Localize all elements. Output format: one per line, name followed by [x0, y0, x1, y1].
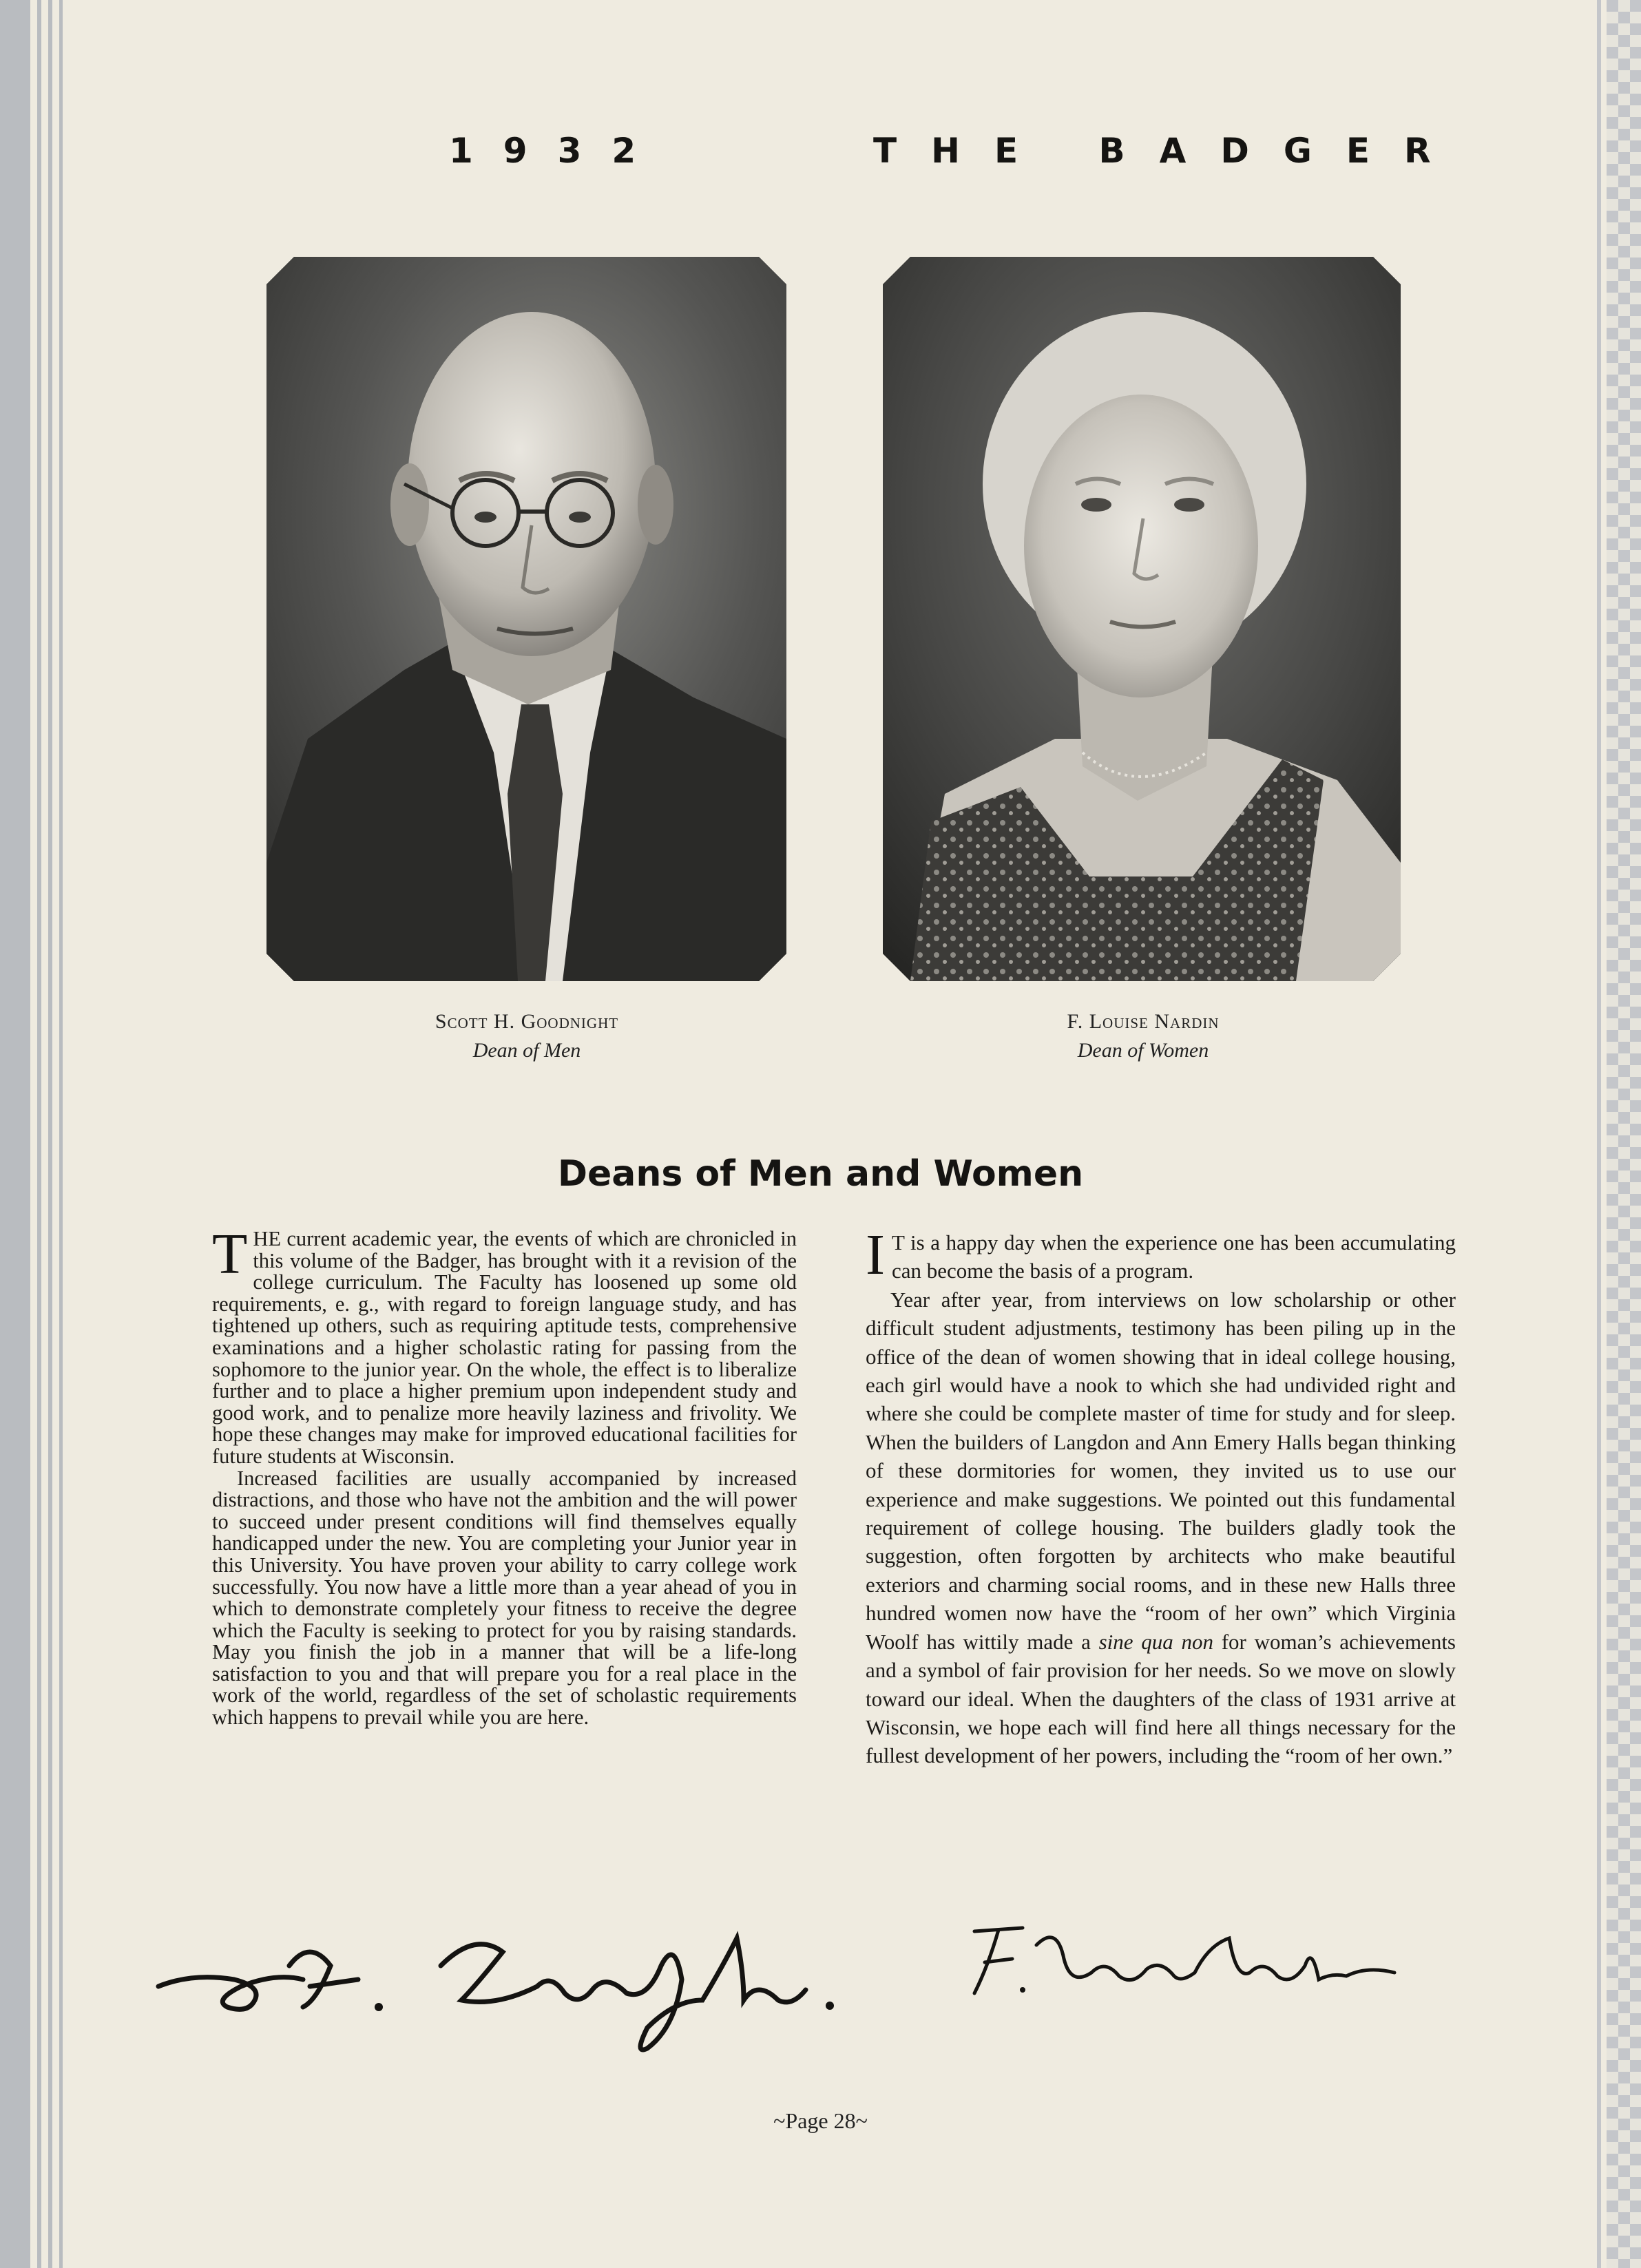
portrait-dean-of-women [883, 257, 1401, 981]
portrait-man-image [266, 257, 786, 981]
dean-of-men-name: Scott H. Goodnight [435, 1010, 619, 1033]
signature-nardin [961, 1918, 1401, 2007]
left-paragraph-1-text: HE current academic year, the events of which are chronicled in this volume of the Badger, has brought with it a revision of the college curriculum. The Faculty has loosened up some old requirements, e. g., with regard to foreign language study, and has tightened up others, such as requiring aptitude tests, comprehensive examinations and a higher scholastic rating for passing from the sophomore to the junior year. On the whole, the effect is to liberalize further and to place a higher premium upon independent study and good work, and to penalize more heavily laziness and frivolity. We hope these changes may make for improved educational facilities for future students at Wisconsin. [212, 1227, 797, 1468]
left-dropcap: T [212, 1222, 248, 1286]
signature-goodnight [151, 1924, 847, 2062]
right-article-column [866, 1223, 1456, 1770]
left-paragraph-2: Increased facilities are usually accompanied by increased distractions, and those who have not the ambition and the will power to succeed under present conditions will find themselves equally handicapped under the new. You are completing your Junior year in this University. You have proven your ability to carry college work successfully. You now have a little more than a year ahead of you in which to demonstrate completely your fitness to receive the degree which the Faculty is seeking to protect for you by raising standards. May you finish the job in a manner that will be a life-long satisfaction to you and that will prepare you for a real place in the work of the world, regardless of the set of scholastic requirements which happens to prevail while you are here. [212, 1466, 797, 1730]
dean-of-men-role: Dean of Men [472, 1039, 581, 1062]
right-dropcap: I [866, 1223, 885, 1287]
dean-of-women-name: F. Louise Nardin [1067, 1010, 1220, 1033]
header-title: THE BADGER [873, 131, 1465, 171]
right-paragraph-2-text-a: Year after year, from interviews on low scholarship or other difficult student adjustments, testimony has been piling up in the office of the dean of women showing that in ideal college housing, each girl would have a nook to which she had undivided right and where she could be complete master of time for study and for sleep. When the builders of Langdon and Ann Emery Halls began thinking of these dormitories for women, they invited us to use our experience and make suggestions. We pointed out this fundamental requirement of college housing. The builders gladly took the suggestion, often forgotten by architects who make beautiful exteriors and charming social rooms, and in these new Halls three hundred women now have the “room of her own” which Virginia Woolf has wittily made a [866, 1287, 1456, 1654]
dean-of-women-role: Dean of Women [1077, 1039, 1209, 1062]
right-border-line [1597, 0, 1601, 2268]
right-paragraph-1-text: T is a happy day when the experience one has been accumulating can become the basis of a program. [891, 1230, 1456, 1283]
page-number: ~Page 28~ [773, 2108, 868, 2133]
portrait-dean-of-men [266, 257, 786, 981]
right-paragraph-1 [866, 1223, 1456, 1287]
signature-goodnight-drawing [151, 1924, 847, 2062]
right-paragraph-2-text-b: for woman’s achievements and a symbol of fair provision for her needs. So we move on slowly toward our ideal. When the daughters of the class of 1931 arrive at Wisconsin, we hope each will find here all things necessary for the fullest development of her powers, including the “room of her own.” [866, 1629, 1456, 1768]
right-paragraph-2 [866, 1285, 1456, 1770]
header-year: 1932 [449, 131, 667, 171]
left-paragraph-1 [212, 1222, 797, 1468]
portrait-woman-image [883, 257, 1401, 981]
right-paragraph-2-italic: sine qua non [1098, 1629, 1213, 1654]
section-title: Deans of Men and Women [557, 1153, 1084, 1195]
signature-nardin-drawing [961, 1918, 1401, 2007]
caption-dean-of-women [881, 1007, 1405, 1065]
left-article-column [212, 1222, 797, 1730]
left-decorative-border [0, 0, 69, 2268]
caption-dean-of-men [265, 1007, 788, 1065]
page-header [0, 131, 1641, 179]
right-decorative-border [1607, 0, 1641, 2268]
